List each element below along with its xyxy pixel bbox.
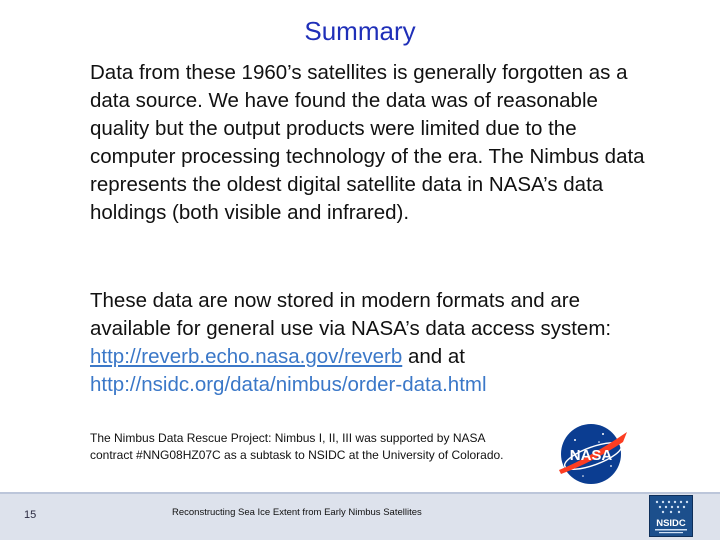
nasa-wordmark: NASA	[569, 447, 613, 464]
nsidc-logo-icon	[649, 495, 693, 537]
access-text: These data are now stored in modern formats and are available for general use via NASA’s data access system:	[90, 289, 612, 340]
access-paragraph	[90, 287, 650, 399]
footer-divider	[0, 492, 720, 494]
footer-bar	[0, 492, 720, 540]
nsidc-wordmark: NSIDC	[656, 518, 686, 529]
page-number: 15	[24, 509, 37, 521]
slide-title: Summary	[304, 16, 416, 46]
nasa-logo	[553, 418, 633, 488]
nsidc-order-link[interactable]: http://nsidc.org/data/nimbus/order-data.html	[90, 373, 487, 396]
nasa-meatball-icon	[553, 418, 633, 488]
footer-caption: Reconstructing Sea Ice Extent from Early Nimbus Satellites	[172, 507, 422, 518]
access-text-and: and at	[402, 345, 465, 368]
summary-paragraph: Data from these 1960’s satellites is generally forgotten as a data source. We have found the data was of reasonable quality but the output products were limited due to the computer processing technology of the era. The Nimbus data represents the oldest digital satellite data in NASA’s data holdings (both visible and infrared).	[90, 61, 645, 224]
nsidc-logo	[649, 495, 693, 537]
funding-credit: The Nimbus Data Rescue Project: Nimbus I, II, III was supported by NASA contract #NNG08HZ07C as a subtask to NSIDC at the University of Colorado.	[90, 431, 504, 462]
reverb-link[interactable]: http://reverb.echo.nasa.gov/reverb	[90, 345, 403, 368]
